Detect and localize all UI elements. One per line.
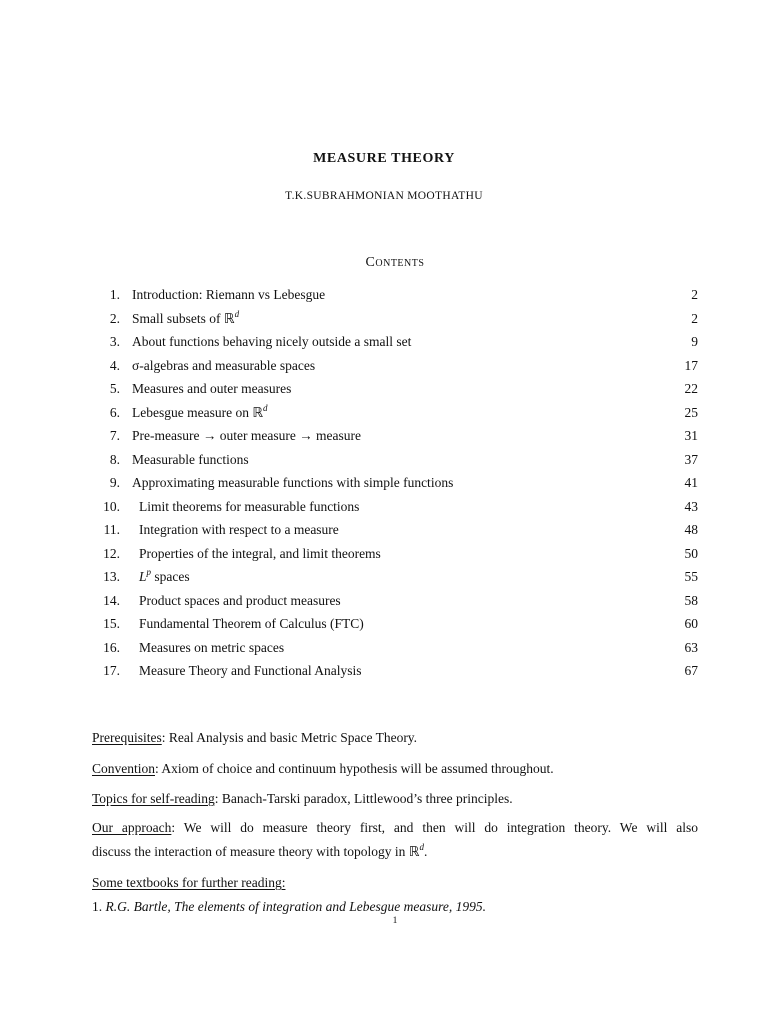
superscript: d [419,842,425,852]
table-of-contents [92,283,698,683]
toc-entry [92,354,698,378]
document-author: T.K.SUBRAHMONIAN MOOTHATHU [285,190,483,202]
toc-entry-page: 22 [684,381,698,396]
contents-heading: Contents [365,255,425,270]
page-number: 1 [392,916,398,926]
toc-entry [92,518,698,542]
toc-entry-title: σ-algebras and measurable spaces [132,357,316,373]
convention-paragraph [92,757,698,781]
topics-text: : Banach-Tarski paradox, Littlewood’s three principles. [214,791,513,806]
toc-entry-page: 25 [684,404,698,420]
superscript: p [146,567,152,577]
toc-entry-title: $L^p$ spaces [139,567,190,584]
toc-entry [92,448,698,472]
approach-label: Our approach [92,820,172,835]
toc-entry-page: 58 [684,592,698,608]
toc-entry-page: 50 [684,545,698,561]
prerequisites-paragraph [92,726,698,750]
toc-entry-page: 37 [684,451,698,467]
toc-entry [92,471,698,495]
toc-entry-page: 43 [684,498,698,514]
toc-entry-page: 41 [684,475,698,490]
toc-entry [92,542,698,566]
toc-entry-title: Fundamental Theorem of Calculus (FTC) [139,616,364,631]
toc-entry [92,659,698,683]
toc-entry [92,589,698,613]
toc-entry-page: 63 [684,639,698,655]
toc-entry-title: Properties of the integral, and limit theorems [139,545,381,561]
toc-entry-title: Pre-measure → outer measure → measure [132,428,362,443]
toc-entry-number: 16. [103,639,120,655]
prerequisites-text: : Real Analysis and basic Metric Space Theory. [161,730,418,745]
toc-entry-page: 17 [684,357,698,373]
toc-entry [92,424,698,448]
toc-entry-number: 13. [103,569,120,584]
toc-entry [92,612,698,636]
toc-entry-number: 1. [109,287,120,302]
superscript: d [263,402,268,413]
toc-entry-title: Introduction: Riemann vs Lebesgue [132,287,326,302]
toc-entry-title: Limit theorems for measurable functions [139,498,360,514]
toc-entry-title: Approximating measurable functions with simple functions [132,475,454,490]
toc-entry [92,565,698,589]
convention-label: Convention [92,761,155,776]
toc-entry-number: 15. [103,616,120,631]
toc-entry-title: Integration with respect to a measure [139,522,339,537]
approach-line-2: discuss the interaction of measure theory with topology in ℝ$^d$. [92,842,428,859]
document-title: MEASURE THEORY [313,151,455,166]
toc-entry-page: 60 [684,616,698,631]
prerequisites-label: Prerequisites [92,730,162,745]
toc-entry-page: 55 [684,569,698,584]
toc-entry-number: 8. [109,451,120,467]
toc-entry-number: 10. [103,498,120,514]
topics-label: Topics for self-reading [92,791,215,806]
convention-text: : Axiom of choice and continuum hypothesis will be assumed throughout. [155,761,554,776]
toc-entry [92,495,698,519]
toc-entry-title: Measure Theory and Functional Analysis [139,663,362,678]
toc-entry-number: 7. [109,428,120,443]
approach-text-1: : We will do measure theory first, and then will do integration theory. We will also [171,820,699,835]
toc-entry [92,330,698,354]
toc-entry-page: 2 [691,287,698,302]
toc-entry-number: 2. [109,310,120,326]
toc-entry-number: 17. [103,663,120,678]
textbooks-heading [92,871,698,895]
textbook-entry-title: R.G. Bartle, The elements of integration and Lebesgue measure, 1995. [105,899,486,914]
toc-entry-title: Measures on metric spaces [139,639,285,655]
toc-entry-page: 31 [684,428,698,443]
toc-entry-title: Lebesgue measure on ℝ$^d$ [132,402,268,420]
toc-entry [92,636,698,660]
toc-entry-number: 12. [103,545,120,561]
toc-entry-title: Measurable functions [132,451,249,467]
toc-entry-number: 4. [109,357,120,373]
toc-entry [92,377,698,401]
toc-entry-number: 3. [109,334,120,349]
toc-entry-title: Small subsets of ℝ$^d$ [132,308,240,326]
toc-entry [92,283,698,307]
toc-entry-page: 67 [684,663,698,678]
topics-paragraph [92,787,698,811]
toc-entry-number: 11. [103,522,120,537]
toc-entry-page: 2 [691,310,698,326]
toc-entry-number: 9. [109,475,120,490]
toc-entry [92,307,698,331]
toc-entry-number: 6. [109,404,120,420]
textbooks-label: Some textbooks for further reading: [92,875,286,890]
approach-line-1 [92,816,698,840]
toc-entry-page: 9 [691,334,698,349]
approach-text-2: discuss the interaction of measure theory with topology in ℝ [92,844,420,859]
toc-entry-page: 48 [684,522,698,537]
toc-entry-number: 14. [103,592,120,608]
approach-paragraph [92,816,698,864]
toc-entry [92,401,698,425]
toc-entry-title: Measures and outer measures [132,381,292,396]
toc-entry-title: About functions behaving nicely outside a small set [132,334,412,349]
superscript: d [234,308,240,319]
textbook-entry-number: 1. [92,899,103,914]
toc-entry-title: Product spaces and product measures [139,592,341,608]
toc-entry-number: 5. [109,381,120,396]
